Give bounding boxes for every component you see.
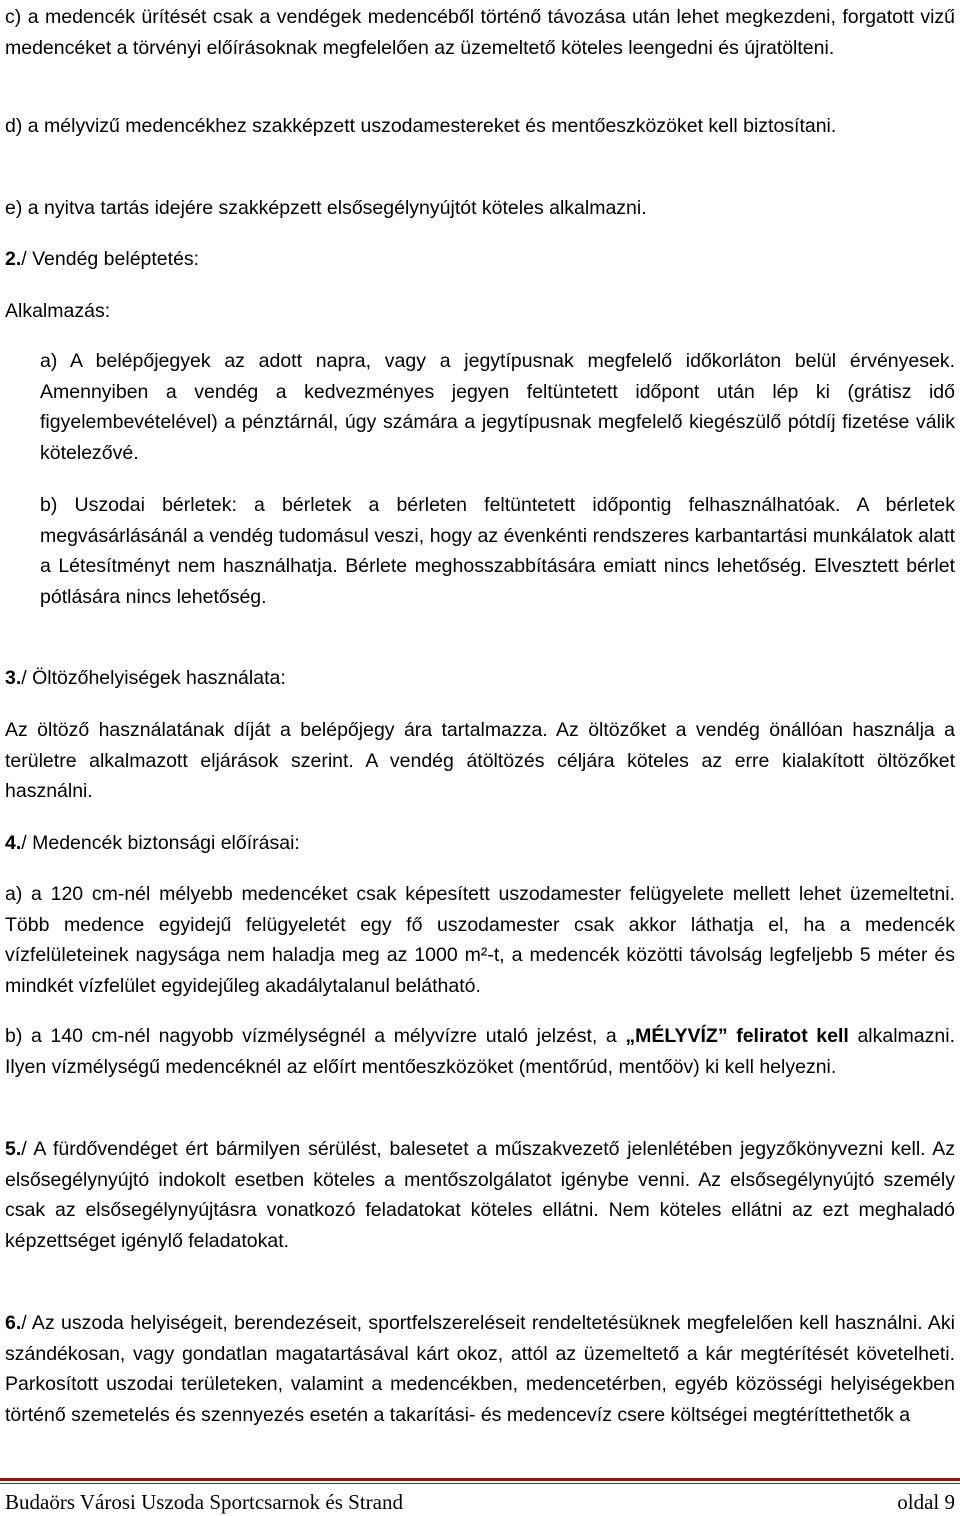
section-2-item-b: b) Uszodai bérletek: a bérletek a bérleten feltüntetett időpontig felhasználhatóak. A bérletek megvásárlásánál a vendég tudomásul veszi, hogy az évenkénti rendszeres karbantartási munkálatok alatt a Létesítményt nem használhatja. Bérlete meghosszabbítására emiatt nincs lehetőség. Elvesztett bérlet pótlására nincs lehetőség. <box>40 494 955 608</box>
section-2-title: / Vendég beléptetés: <box>21 248 200 270</box>
section-2-subheading: Alkalmazás: <box>5 300 111 322</box>
footer-title: Budaörs Városi Uszoda Sportcsarnok és Strand <box>5 1490 403 1514</box>
section-2-heading <box>5 244 199 275</box>
section-3-title: / Öltözőhelyiségek használata: <box>21 667 286 689</box>
section-4-number: 4. <box>5 832 22 854</box>
section-4-item-b <box>5 1021 955 1082</box>
section-5-text: / A fürdővendéget ért bármilyen sérülést, balesetet a műszakvezető jelenlétében jegyzőkönyvezni kell. Az elsősegélynyújtó indokolt esetben köteles a mentőszolgálatot igénybe venni. Az elsősegélynyújtó személy csak az elsősegélynyújtásra vonatkozó feladatokat köteles ellátni. Nem köteles ellátni az ezt meghaladó képzettséget igénylő feladatokat. <box>5 1138 955 1252</box>
page-footer <box>5 1488 955 1516</box>
page-number: oldal 9 <box>897 1490 955 1514</box>
paragraph-item-c: c) a medencék ürítését csak a vendégek medencéből történő távozása után lehet megkezdeni, forgatott vizű medencéket a törvényi előírásoknak megfelelően az üzemeltető köteles leengedni és újratölteni. <box>5 6 955 59</box>
section-2-item-a: a) A belépőjegyek az adott napra, vagy a jegytípusnak megfelelő időkorláton belül érvényesek. Amennyiben a vendég a kedvezményes jegyen feltüntetett időpont után lép ki (grátisz idő figyelembevételével) a pénztárnál, úgy számára a jegytípusnak megfelelő kiegészülő pótdíj fizetése válik kötelezővé. <box>40 350 955 464</box>
section-4-item-b-emphasis: „MÉLYVÍZ” feliratot kell <box>625 1025 849 1047</box>
paragraph-item-e: e) a nyitva tartás idejére szakképzett elsősegélynyújtót köteles alkalmazni. <box>5 197 647 219</box>
section-4-item-b-end: alkalmazni. Ilyen vízmélységű medencéknél az előírt mentőeszközöket (mentőrúd, mentőöv) ki kell helyezni. <box>5 1025 955 1078</box>
section-6-paragraph <box>5 1308 955 1430</box>
section-5-number: 5. <box>5 1138 22 1160</box>
section-4-heading <box>5 828 300 859</box>
section-3-number: 3. <box>5 667 22 689</box>
section-4-item-a: a) a 120 cm-nél mélyebb medencéket csak képesített uszodamester felügyelete mellett lehet üzemeltetni. Több medence egyidejű felügyeletét egy fő uszodamester csak akkor láthatja el, ha a medencék vízfelületeinek nagysága nem haladja meg az 1000 m²-t, a medencék közötti távolság legfeljebb 5 méter és mindkét vízfelület egyidejűleg akadálytalanul belátható. <box>5 883 955 997</box>
footer-divider-thin <box>0 1483 960 1484</box>
section-6-text: / Az uszoda helyiségeit, berendezéseit, sportfelszereléseit rendeltetésüknek megfelelően kell használni. Aki szándékosan, vagy gondatlan magatartásával kárt okoz, attól az üzemeltető a kár megtérítését követelheti. Parkosított uszodai területeken, valamint a medencékben, medencetérben, egyéb közösségi helyiségekben történő szemetelés és szennyezés esetén a takarítási- és medencevíz csere költségei megtéríttethetők a <box>5 1312 955 1426</box>
section-4-item-b-start: b) a 140 cm-nél nagyobb vízmélységnél a mélyvízre utaló jelzést, a <box>5 1025 626 1047</box>
section-4-title: / Medencék biztonsági előírásai: <box>21 832 300 854</box>
section-2-number: 2. <box>5 248 22 270</box>
section-6-number: 6. <box>5 1312 22 1334</box>
section-3-heading <box>5 663 286 694</box>
paragraph-item-d: d) a mélyvizű medencékhez szakképzett uszodamestereket és mentőeszközöket kell biztosítani. <box>5 115 837 137</box>
footer-divider <box>0 1478 960 1481</box>
section-3-text: Az öltöző használatának díját a belépőjegy ára tartalmazza. Az öltözőket a vendég önállóan használja a területre alkalmazott eljárások szerint. A vendég átöltözés céljára köteles az erre kialakított öltözőket használni. <box>5 719 955 802</box>
section-5-paragraph <box>5 1134 955 1256</box>
